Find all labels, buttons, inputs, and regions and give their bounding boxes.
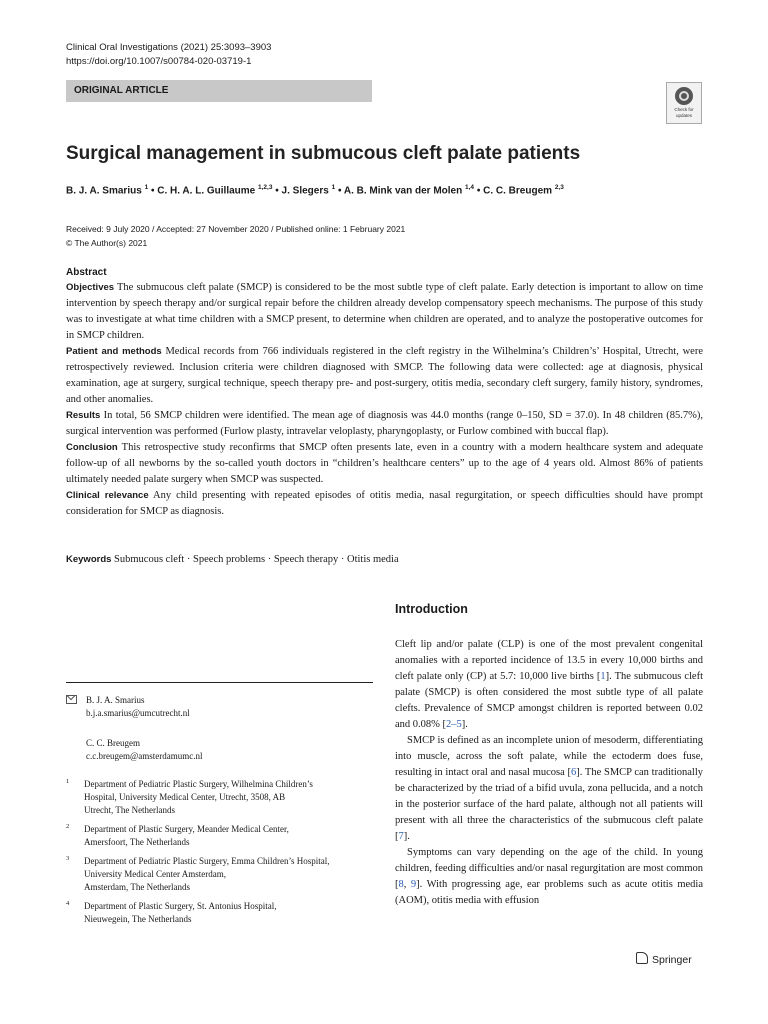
author-name[interactable]: • J. Slegers (272, 185, 332, 197)
abstract-conclusion: Conclusion This retrospective study reconfirms that SMCP often presents late, even in a country with a modern healthcare system and adequate follow-up of all newborns by the so-called youth doctors in “children’s healthcare centers” up to the age of 4 years old. Almost 86% of patients ultimately needed palate surgery when SMCP was suspected. (66, 442, 703, 485)
corresponding-author-email[interactable]: b.j.a.smarius@umcutrecht.nl (86, 708, 190, 718)
corresponding-author-name: C. C. Breugem (86, 738, 140, 748)
copyright-notice: © The Author(s) 2021 (66, 238, 148, 248)
corresponding-author-name: B. J. A. Smarius (86, 695, 145, 705)
footnote-divider (66, 682, 373, 683)
author-name[interactable]: • C. H. A. L. Guillaume (148, 185, 258, 197)
abstract-results: Results In total, 56 SMCP children were identified. The mean age of diagnosis was 44.0 months (range 0–150, SD = 37.0). In 48 children (85.7%), surgical intervention was performed (Furlow plasty, intravelar veloplasty, pharyngoplasty, or Furlow combined with buccal flap). (66, 410, 703, 437)
abstract-methods: Patient and methods Medical records from 766 individuals registered in the cleft registry in the Wilhelmina’s Children’s’ Hospital, Utrecht, were retrospectively reviewed. Inclusion criteria were children diagnosed with SMCP. The following data were collected: age at diagnosis, physical examination, age at surgery, surgical technique, speech therapy pre- and post-surgery, otitis media, secondary cleft surgery, family history, syndromes, and other anomalies. (66, 346, 703, 405)
received-accepted-dates: Received: 9 July 2020 / Accepted: 27 November 2020 / Published online: 1 February 2021 (66, 224, 406, 234)
introduction-heading: Introduction (395, 602, 468, 616)
check-updates-label: Check for updates (674, 107, 694, 118)
article-title: Surgical management in submucous cleft palate patients (66, 143, 581, 164)
journal-citation (66, 41, 271, 69)
intro-paragraph: Symptoms can vary depending on the age of the child. In young children, feeding difficulties and/or nasal regurgitation are most common [8, 9]. With progressing age, ear problems such as acute otitis media (AOM), otitis media with effusion (395, 847, 703, 906)
author-affiliation-ref: 1 (331, 184, 336, 191)
author-affiliation-ref: 1,2,3 (258, 184, 273, 191)
author-affiliation-ref: 2,3 (554, 184, 564, 191)
publication-dates (66, 222, 405, 250)
author-affiliation-ref: 1,4 (465, 184, 475, 191)
publisher-name: Springer (652, 954, 692, 966)
publisher-logo (636, 952, 692, 966)
abstract-objectives: Objectives The submucous cleft palate (SMCP) is considered to be the most subtle type of cleft palate. Early detection is important to allow on time intervention by speech therapy and/or surgical repair before the children already develop compensatory speech mechanisms. The purpose of this study was to investigate at what time children with a SMCP present, to determine when children are operated, and to analyze the postoperative outcomes for in SMCP children. (66, 282, 703, 341)
keywords (66, 554, 399, 565)
abstract-body (66, 280, 703, 520)
keywords-label: Keywords (66, 554, 112, 565)
keywords-list: Submucous cleft · Speech problems · Speech therapy · Otitis media (111, 554, 399, 565)
citation-link[interactable]: 8 (398, 879, 404, 890)
check-for-updates-badge[interactable] (666, 82, 702, 124)
citation-link[interactable]: 9 (410, 879, 417, 890)
author-affiliation-ref: 1 (144, 184, 149, 191)
author-name[interactable]: • C. C. Breugem (474, 185, 555, 197)
intro-paragraph: Cleft lip and/or palate (CLP) is one of the most prevalent congenital anomalies with a reported incidence of 13.5 in every 10,000 births and cleft palate only (CP) at 5.7: 10,000 live births [1]. The submucous cleft palate (SMCP) is often considered the most subtle type of all palate clefts. Prevalence of SMCP amongst children is reported between 0.02 and 0.08% [2–5]. (395, 639, 703, 730)
envelope-icon (66, 695, 77, 704)
author-list (66, 184, 564, 196)
article-type-banner: ORIGINAL ARTICLE (66, 80, 372, 102)
doi-link[interactable]: https://doi.org/10.1007/s00784-020-03719-1 (66, 56, 252, 67)
introduction-body (395, 637, 703, 909)
author-name[interactable]: • A. B. Mink van der Molen (335, 185, 466, 197)
check-updates-icon (675, 87, 693, 105)
citation-link[interactable]: 2–5 (446, 719, 462, 730)
abstract-clinical-relevance: Clinical relevance Any child presenting with repeated episodes of otitis media, nasal regurgitation, or speech difficulties should have prompt consideration for SMCP as diagnosis. (66, 490, 703, 517)
author-name[interactable]: B. J. A. Smarius (66, 185, 142, 197)
correspondence-block-2 (86, 737, 203, 763)
journal-name: Clinical Oral Investigations (2021) 25:3093–3903 (66, 42, 272, 53)
abstract-heading: Abstract (66, 267, 107, 278)
citation-link[interactable]: 1 (600, 671, 606, 682)
corresponding-author-email[interactable]: c.c.breugem@amsterdamumc.nl (86, 751, 203, 761)
intro-paragraph: SMCP is defined as an incomplete union of mesoderm, differentiating into muscle, across the soft palate, while the ectoderm does fuse, resulting in intact oral and nasal mucosa [6]. The SMCP can traditionally be characterized by the triad of a bifid uvula, zona pellucida, and a notch in the posterior surface of the hard palate, although not all patients will present with all three the characteristics of the submucous cleft palate [7]. (395, 735, 703, 842)
citation-link[interactable]: 7 (398, 831, 404, 842)
citation-link[interactable]: 6 (571, 767, 577, 778)
springer-horse-icon (636, 952, 648, 964)
